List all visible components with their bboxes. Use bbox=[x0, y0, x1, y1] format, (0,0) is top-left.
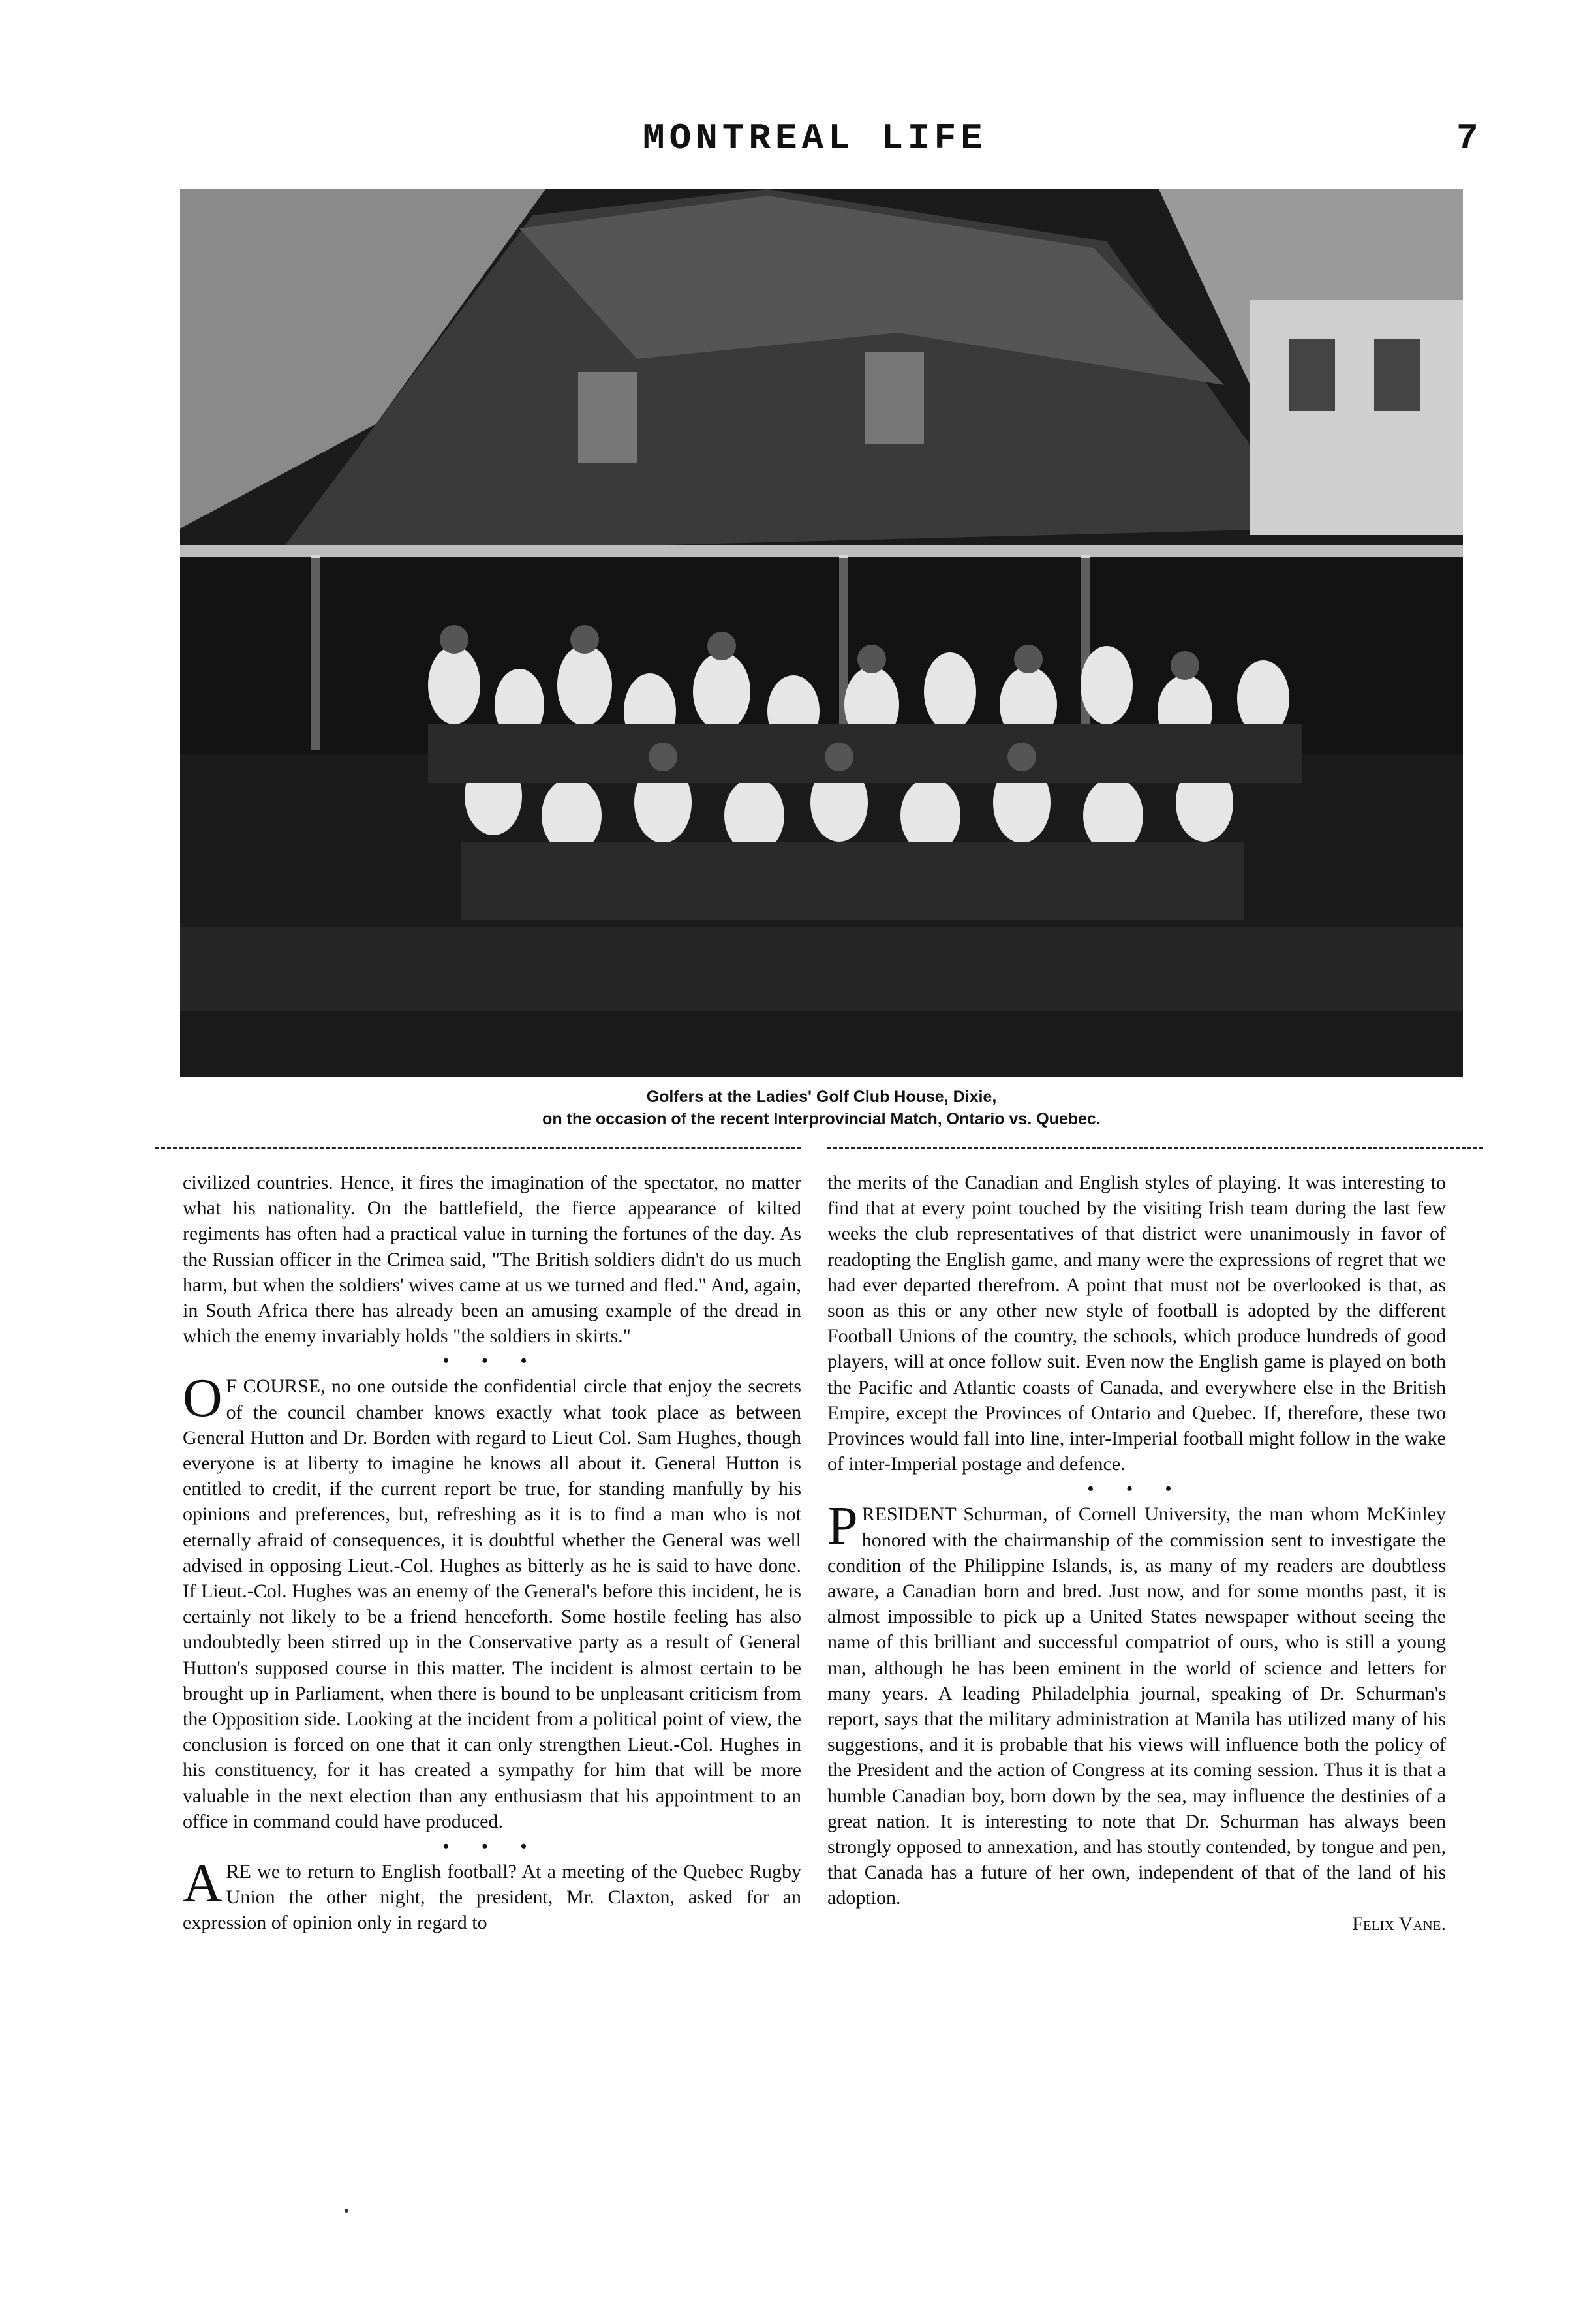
separator-dots: • • • bbox=[442, 1351, 542, 1371]
photo-caption bbox=[180, 1086, 1463, 1130]
left-paragraph-3 bbox=[183, 1853, 801, 1936]
lead-in: F COURSE, bbox=[226, 1375, 326, 1398]
right-paragraph-1: the merits of the Canadian and English styles of playing. It was interesting to find that at every point touched by the visiting Irish team during the last few weeks the club representatives of that district were unanimously in favor of readopting the English game, and many were the expressions of regret that we had ever departed therefrom. A point that must not be overlooked is that, as soon as this or any other new style of football is adopted by the different Football Unions of the country, the schools, which produce hundreds of good players, will at once follow suit. Even now the English game is played on both the Pacific and Atlantic coasts of Canada, and everywhere else in the British Empire, except the Provinces of Ontario and Quebec. If, therefore, these two Provinces would fall into line, inter-Imperial football might follow in the wake of inter-Imperial postage and defence. bbox=[827, 1172, 1446, 1475]
photograph-golfers-clubhouse-icon bbox=[180, 189, 1463, 1077]
author-signature: Felix Vane. bbox=[1352, 1912, 1446, 1935]
golfers-photograph bbox=[180, 189, 1463, 1077]
right-divider-rule bbox=[827, 1147, 1483, 1149]
paragraph-body: Schurman, of Cornell University, the man whom McKinley honored with the chairmanship of the commission sent to investigate the condition of the Philippine Islands, is, as many of my readers are doubtless aware, a Canadian born and bred. Just now, and for some months past, it is almost impossible to pick up a United States newspaper without seeing the name of this brilliant and successful compatriot of ours, who is still a young man, although he has been eminent in the world of science and letters for many years. A leading Philadelphia journal, speaking of Dr. Schurman's report, says that the military administration at Manila has utilized many of his suggestions, and it is probable that his views will influence both the policy of the President and the action of Congress at its coming session. Thus it is that a humble Canadian boy, born down by the sea, may influence the destinies of a great nation. It is interesting to note that Dr. Schurman has always been strongly opposed to annexation, and has stoutly contended, by tongue and pen, that Canada has a future of her own, independent of that of the land of his adoption. bbox=[827, 1503, 1446, 1909]
left-divider-rule bbox=[155, 1147, 801, 1149]
print-speck bbox=[345, 2209, 348, 2213]
drop-cap: P bbox=[827, 1496, 858, 1557]
right-column bbox=[827, 1170, 1446, 1937]
left-column bbox=[183, 1170, 801, 1936]
caption-line-1: Golfers at the Ladies' Golf Club House, Dixie, bbox=[646, 1088, 997, 1106]
separator-dots: • • • bbox=[1087, 1479, 1186, 1499]
separator-dots: • • • bbox=[442, 1837, 542, 1856]
paragraph-body: no one outside the confidential circle that enjoy the secrets of the council chamber knows exactly what took place as between General Hutton and Dr. Borden with regard to Lieut Col. Sam Hughes, though everyone is at liberty to imagine he knows all about it. General Hutton is entitled to credit, if the current report be true, for standing manfully by his opinions and preferences, but, refreshing as it is to find a man who is not eternally afraid of consequences, it is doubtful whether the General was well advised in opposing Lieut.-Col. Hughes as bitterly as he is said to have done. If Lieut.-Col. Hughes was an enemy of the General's before this incident, he is certainly not likely to be a friend henceforth. Some hostile feeling has also undoubtedly been stirred up in the Conservative party as a result of General Hutton's supposed course in this matter. The incident is almost certain to be brought up in Parliament, when there is bound to be unpleasant criticism from the Opposition side. Looking at the incident from a political point of view, the conclusion is forced on one that it can only strengthen Lieut.-Col. Hughes in his constituency, for it has created a sympathy for him that will be more valuable in the next election than any enthusiasm that his appointment to an office in command could have produced. bbox=[183, 1375, 802, 1832]
right-paragraph-2 bbox=[827, 1496, 1446, 1911]
page-number: 7 bbox=[1456, 117, 1479, 159]
running-title: MONTREAL LIFE bbox=[643, 117, 987, 159]
drop-cap: A bbox=[183, 1853, 223, 1914]
signature-line bbox=[827, 1911, 1446, 1937]
left-paragraph-1: civilized countries. Hence, it fires the imagination of the spectator, no matter what his nationality. On the battlefield, the fierce appearance of kilted regiments has often had a practical value in turning the fortunes of the day. As the Russian officer in the Crimea said, "The British soldiers didn't do us much harm, but when the soldiers' wives came at us we turned and fled." And, again, in South Africa there has already been an amusing example of the dread in which the enemy invariably holds "the soldiers in skirts." bbox=[183, 1172, 801, 1347]
lead-in: RESIDENT bbox=[861, 1503, 957, 1526]
paragraph-body: RE we to return to English football? At a meeting of the Quebec Rugby Union the other night, the president, Mr. Claxton, asked for an expression of opinion only in regard to bbox=[183, 1861, 801, 1934]
caption-line-2: on the occasion of the recent Interprovincial Match, Ontario vs. Quebec. bbox=[542, 1110, 1101, 1128]
drop-cap: O bbox=[183, 1368, 223, 1429]
page-header bbox=[0, 117, 1596, 170]
left-paragraph-2 bbox=[183, 1368, 802, 1834]
